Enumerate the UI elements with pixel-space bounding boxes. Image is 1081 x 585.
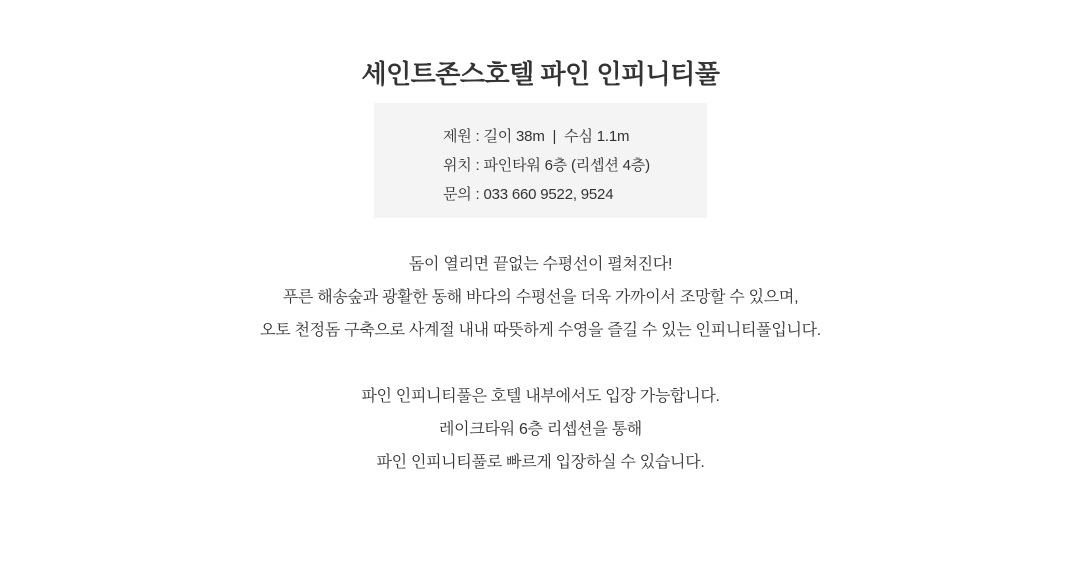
pool-description — [0, 248, 1081, 479]
description-line-5: 레이크타워 6층 리셉션을 통해 — [439, 421, 642, 438]
description-line-6: 파인 인피니티풀로 빠르게 입장하실 수 있습니다. — [376, 454, 705, 471]
spec-line-dimensions: 제원 : 길이 38m | 수심 1.1m — [443, 128, 630, 145]
spec-line-location: 위치 : 파인타워 6층 (리셉션 4층) — [443, 157, 650, 174]
page-title: 세인트존스호텔 파인 인피니티풀 — [361, 59, 720, 89]
description-line-1: 돔이 열리면 끝없는 수평선이 펼쳐진다! — [408, 256, 673, 273]
pool-info-section — [0, 56, 1081, 585]
description-line-3: 오토 천정돔 구축으로 사계절 내내 따뜻하게 수영을 즐길 수 있는 인피니티풀입니다. — [260, 322, 821, 339]
description-paragraph-2 — [0, 380, 1081, 479]
description-paragraph-1 — [0, 248, 1081, 347]
description-line-2: 푸른 해송숲과 광활한 동해 바다의 수평선을 더욱 가까이서 조망할 수 있으며, — [282, 289, 799, 306]
description-line-4: 파인 인피니티풀은 호텔 내부에서도 입장 가능합니다. — [361, 388, 720, 405]
spec-line-contact: 문의 : 033 660 9522, 9524 — [443, 186, 614, 203]
pool-spec-box — [374, 103, 707, 218]
